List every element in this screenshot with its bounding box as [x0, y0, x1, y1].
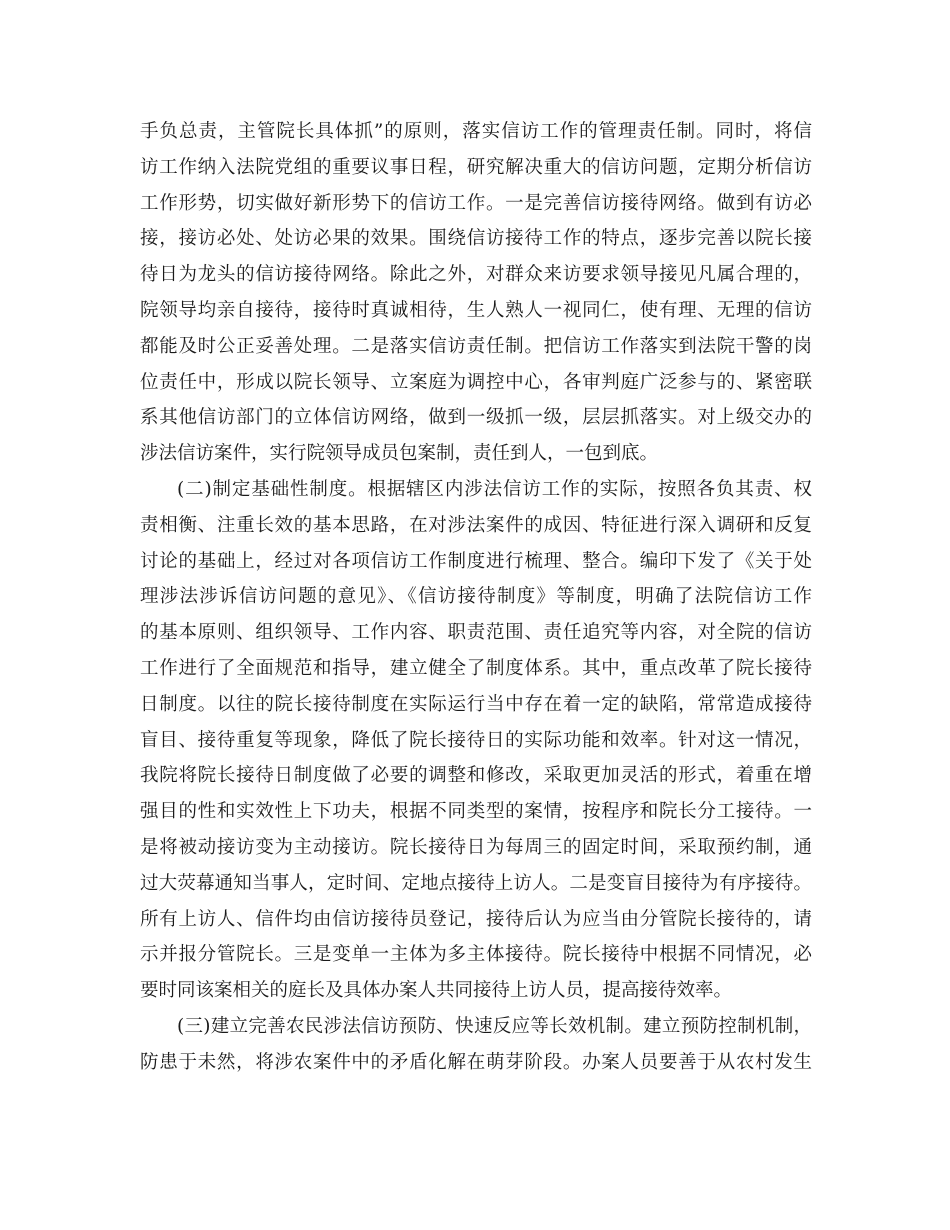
text-line: 防患于未然，将涉农案件中的矛盾化解在萌芽阶段。办案人员要善于从农村发生 — [140, 1051, 812, 1073]
text-line: 访工作纳入法院党组的重要议事日程，研究解决重大的信访问题，定期分析信访 — [140, 156, 812, 178]
text-line: 的基本原则、组织领导、工作内容、职责范围、责任追究等内容，对全院的信访 — [140, 622, 812, 644]
text-line: 强目的性和实效性上下功夫，根据不同类型的案情，按程序和院长分工接待。一 — [140, 801, 812, 823]
paragraph-1 — [140, 114, 812, 472]
paragraph-3 — [140, 1009, 812, 1081]
text-line: (三)建立完善农民涉法信访预防、快速反应等长效机制。建立预防控制机制， — [177, 1015, 812, 1037]
text-line: 接，接访必处、处访必果的效果。围绕信访接待工作的特点，逐步完善以院长接 — [140, 228, 812, 250]
text-line: 系其他信访部门的立体信访网络，做到一级抓一级，层层抓落实。对上级交办的 — [140, 407, 812, 429]
text-line: 要时同该案相关的庭长及具体办案人共同接待上访人员，提高接待效率。 — [140, 980, 733, 1002]
text-line: 理涉法涉诉信访问题的意见》、《信访接待制度》等制度，明确了法院信访工作 — [140, 586, 812, 608]
text-line: 院领导均亲自接待，接待时真诚相待，生人熟人一视同仁，使有理、无理的信访 — [140, 299, 812, 321]
text-line: 日制度。以往的院长接待制度在实际运行当中存在着一定的缺陷，常常造成接待 — [140, 693, 812, 715]
text-line: 所有上访人、信件均由信访接待员登记，接待后认为应当由分管院长接待的，请 — [140, 908, 812, 930]
text-line: 待日为龙头的信访接待网络。除此之外，对群众来访要求领导接见凡属合理的， — [140, 264, 812, 286]
text-line: (二)制定基础性制度。根据辖区内涉法信访工作的实际，按照各负其责、权 — [177, 478, 812, 500]
text-line: 过大荧幕通知当事人，定时间、定地点接待上访人。二是变盲目接待为有序接待。 — [140, 872, 812, 894]
text-line: 位责任中，形成以院长领导、立案庭为调控中心，各审判庭广泛参与的、紧密联 — [140, 371, 812, 393]
text-line: 都能及时公正妥善处理。二是落实信访责任制。把信访工作落实到法院干警的岗 — [140, 335, 812, 357]
text-line: 责相衡、注重长效的基本思路，在对涉法案件的成因、特征进行深入调研和反复 — [140, 514, 812, 536]
text-line: 是将被动接访变为主动接访。院长接待日为每周三的固定时间，采取预约制，通 — [140, 836, 812, 858]
text-line: 示并报分管院长。三是变单一主体为多主体接待。院长接待中根据不同情况，必 — [140, 944, 812, 966]
paragraph-2 — [140, 472, 812, 1009]
text-line: 盲目、接待重复等现象，降低了院长接待日的实际功能和效率。针对这一情况， — [140, 729, 812, 751]
text-line: 工作进行了全面规范和指导，建立健全了制度体系。其中，重点改革了院长接待 — [140, 657, 812, 679]
text-line: 手负总责，主管院长具体抓”的原则，落实信访工作的管理责任制。同时，将信 — [140, 121, 812, 142]
text-line: 讨论的基础上，经过对各项信访工作制度进行梳理、整合。编印下发了《关于处 — [140, 550, 812, 572]
document-body — [140, 114, 812, 1081]
text-line: 工作形势，切实做好新形势下的信访工作。一是完善信访接待网络。做到有访必 — [140, 192, 812, 214]
text-line: 我院将院长接待日制度做了必要的调整和修改，采取更加灵活的形式，着重在增 — [140, 765, 812, 787]
text-line: 涉法信访案件，实行院领导成员包案制，责任到人，一包到底。 — [140, 443, 659, 465]
